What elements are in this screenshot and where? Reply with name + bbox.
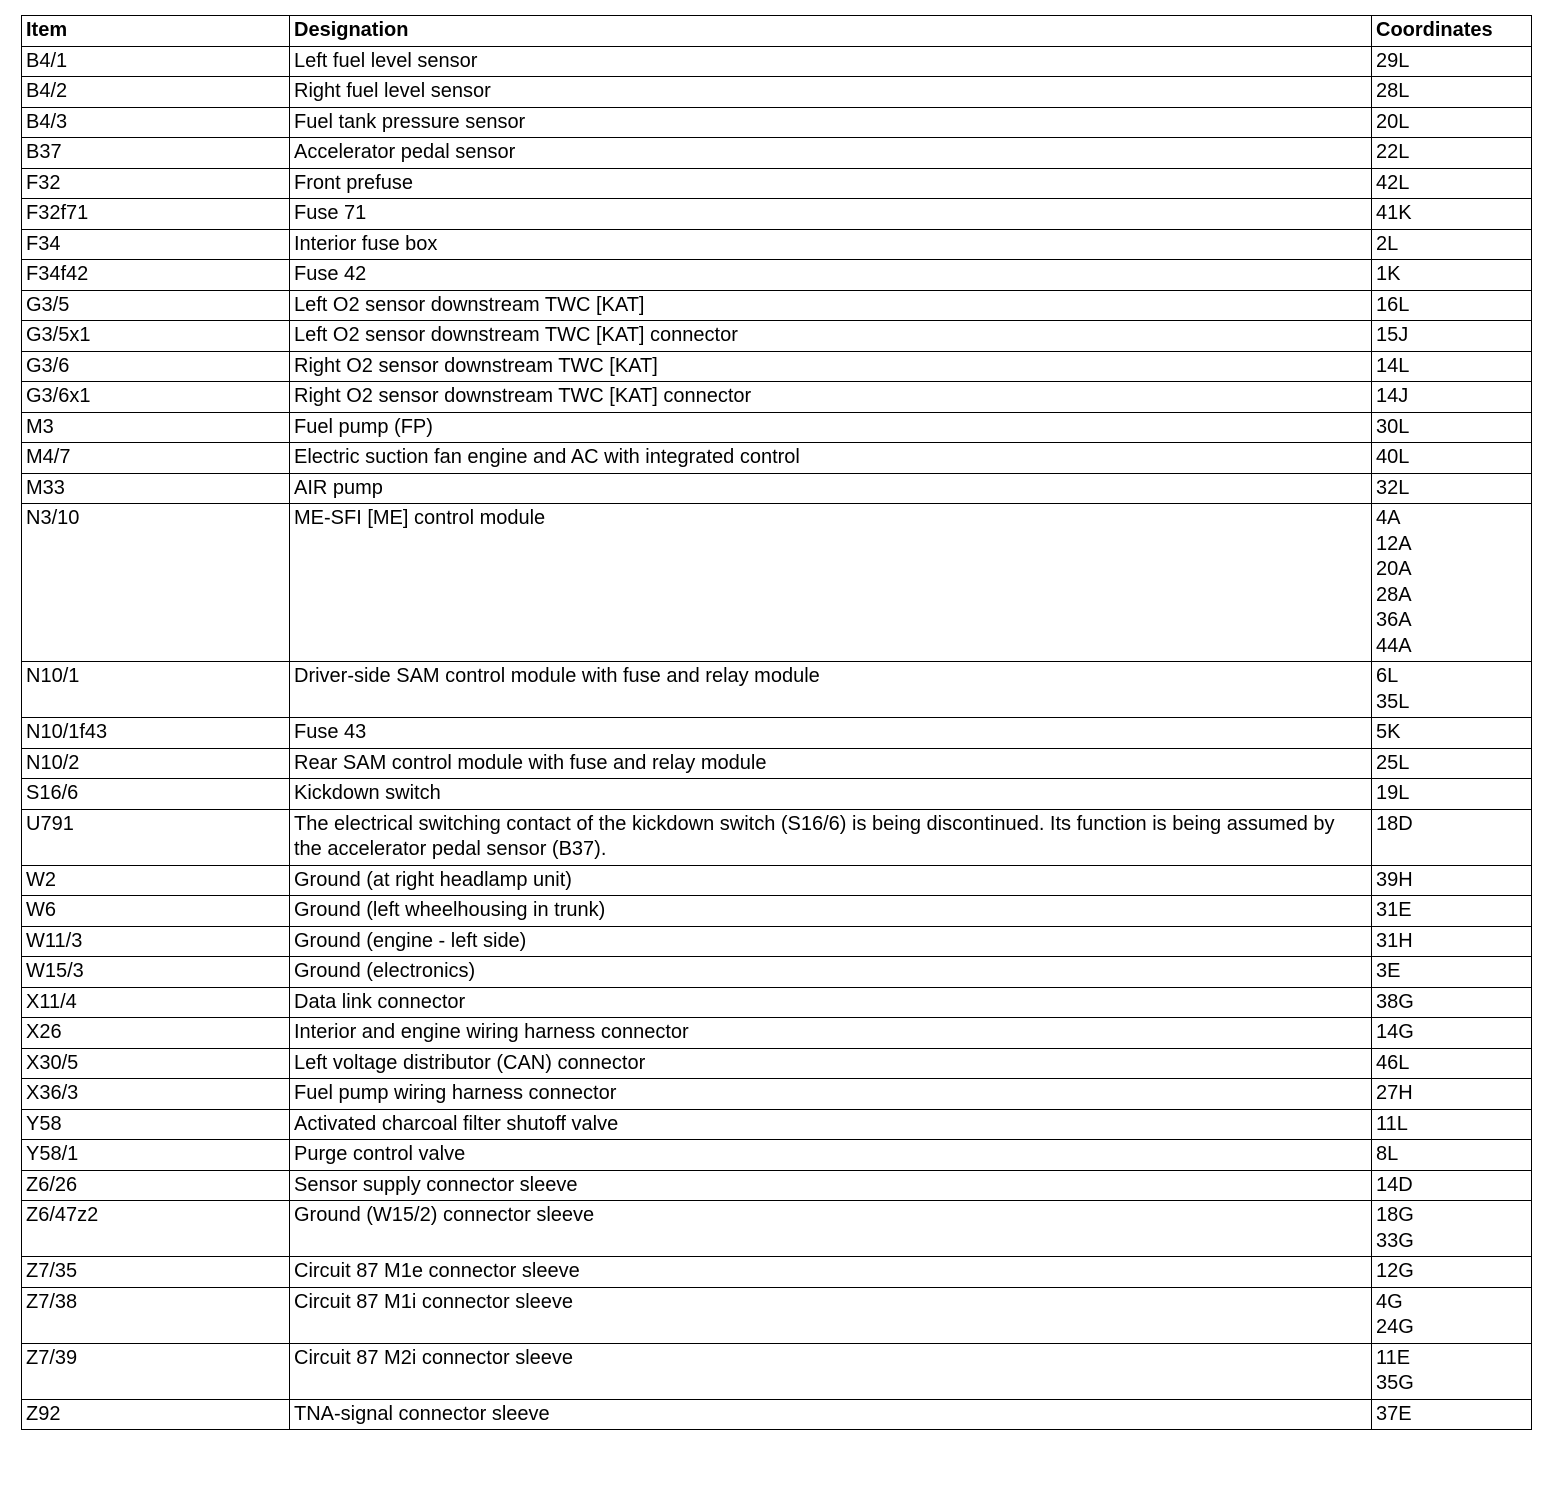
table-row: [22, 77, 1532, 108]
cell-designation: Activated charcoal filter shutoff valve: [290, 1109, 1372, 1140]
table-row: [22, 987, 1532, 1018]
cell-item: Y58: [22, 1109, 290, 1140]
coordinate-value: 16L: [1376, 293, 1410, 316]
component-legend-table: [21, 15, 1532, 1430]
cell-coordinates: [1372, 718, 1532, 749]
cell-designation: Ground (left wheelhousing in trunk): [290, 896, 1372, 927]
cell-coordinates: [1372, 138, 1532, 169]
cell-item: F32f71: [22, 199, 290, 230]
coordinate-value: 38G: [1376, 990, 1414, 1013]
cell-coordinates: [1372, 351, 1532, 382]
coordinate-value: 12A: [1376, 532, 1412, 555]
coordinate-value: 32L: [1376, 476, 1410, 499]
cell-coordinates: [1372, 865, 1532, 896]
coordinate-value: 33G: [1376, 1229, 1414, 1252]
cell-designation: Circuit 87 M2i connector sleeve: [290, 1343, 1372, 1399]
cell-designation: Kickdown switch: [290, 779, 1372, 810]
coordinate-value: 37E: [1376, 1402, 1412, 1425]
coordinate-value: 41K: [1376, 202, 1412, 224]
table-row: [22, 865, 1532, 896]
table-row: [22, 382, 1532, 413]
cell-item: N10/2: [22, 748, 290, 779]
table-row: [22, 46, 1532, 77]
table-row: [22, 199, 1532, 230]
cell-item: B4/2: [22, 77, 290, 108]
cell-coordinates: [1372, 779, 1532, 810]
cell-item: F34: [22, 229, 290, 260]
coordinate-value: 2L: [1376, 232, 1399, 255]
coordinate-value: 29L: [1376, 49, 1410, 72]
cell-coordinates: [1372, 260, 1532, 291]
cell-coordinates: [1372, 809, 1532, 865]
cell-item: M3: [22, 412, 290, 443]
coordinate-value: 19L: [1376, 782, 1410, 804]
table-row: [22, 926, 1532, 957]
cell-designation: Driver-side SAM control module with fuse and relay module: [290, 662, 1372, 718]
cell-designation: Electric suction fan engine and AC with integrated control: [290, 443, 1372, 474]
coordinate-value: 4G: [1376, 1290, 1403, 1313]
cell-item: N10/1f43: [22, 718, 290, 749]
table-row: [22, 1109, 1532, 1140]
cell-coordinates: [1372, 1399, 1532, 1430]
cell-coordinates: [1372, 1201, 1532, 1257]
cell-item: S16/6: [22, 779, 290, 810]
table-row: [22, 1048, 1532, 1079]
cell-coordinates: [1372, 168, 1532, 199]
table-row: [22, 473, 1532, 504]
table-row: [22, 107, 1532, 138]
cell-coordinates: [1372, 199, 1532, 230]
table-row: [22, 443, 1532, 474]
cell-item: X11/4: [22, 987, 290, 1018]
cell-designation: Ground (electronics): [290, 957, 1372, 988]
cell-item: Z6/47z2: [22, 1201, 290, 1257]
cell-item: W15/3: [22, 957, 290, 988]
cell-coordinates: [1372, 321, 1532, 352]
coordinate-value: 3E: [1376, 960, 1401, 982]
cell-item: X36/3: [22, 1079, 290, 1110]
coordinate-value: 4A: [1376, 507, 1401, 529]
cell-designation: Left voltage distributor (CAN) connector: [290, 1048, 1372, 1079]
table-row: [22, 1079, 1532, 1110]
table-row: [22, 1201, 1532, 1257]
cell-coordinates: [1372, 1140, 1532, 1171]
table-row: [22, 662, 1532, 718]
coordinate-value: 6L: [1376, 665, 1399, 687]
cell-item: M33: [22, 473, 290, 504]
cell-designation: Fuel pump (FP): [290, 412, 1372, 443]
coordinate-value: 14J: [1376, 385, 1409, 407]
table-row: [22, 718, 1532, 749]
cell-item: Z7/38: [22, 1287, 290, 1343]
table-body: [22, 46, 1532, 1430]
coordinate-value: 42L: [1376, 171, 1410, 194]
cell-item: W11/3: [22, 926, 290, 957]
cell-designation: Ground (W15/2) connector sleeve: [290, 1201, 1372, 1257]
cell-coordinates: [1372, 504, 1532, 662]
coordinate-value: 8L: [1376, 1143, 1399, 1165]
cell-coordinates: [1372, 1109, 1532, 1140]
header-item: Item: [22, 16, 290, 47]
coordinate-value: 28A: [1376, 583, 1412, 606]
cell-designation: Sensor supply connector sleeve: [290, 1170, 1372, 1201]
cell-designation: Accelerator pedal sensor: [290, 138, 1372, 169]
table-row: [22, 1399, 1532, 1430]
coordinate-value: 27H: [1376, 1082, 1413, 1104]
table-row: [22, 957, 1532, 988]
table-row: [22, 504, 1532, 662]
table-row: [22, 809, 1532, 865]
table-row: [22, 1018, 1532, 1049]
cell-coordinates: [1372, 1257, 1532, 1288]
table-row: [22, 1257, 1532, 1288]
cell-designation: Fuel tank pressure sensor: [290, 107, 1372, 138]
cell-designation: Right fuel level sensor: [290, 77, 1372, 108]
cell-coordinates: [1372, 896, 1532, 927]
table-row: [22, 351, 1532, 382]
cell-coordinates: [1372, 229, 1532, 260]
cell-designation: Right O2 sensor downstream TWC [KAT]: [290, 351, 1372, 382]
cell-item: X26: [22, 1018, 290, 1049]
cell-item: G3/5: [22, 290, 290, 321]
cell-item: W6: [22, 896, 290, 927]
cell-item: B37: [22, 138, 290, 169]
cell-designation: AIR pump: [290, 473, 1372, 504]
cell-item: Z92: [22, 1399, 290, 1430]
cell-item: U791: [22, 809, 290, 865]
cell-coordinates: [1372, 1170, 1532, 1201]
coordinate-value: 31E: [1376, 899, 1412, 921]
cell-coordinates: [1372, 1287, 1532, 1343]
cell-designation: Fuel pump wiring harness connector: [290, 1079, 1372, 1110]
cell-item: B4/3: [22, 107, 290, 138]
cell-designation: TNA-signal connector sleeve: [290, 1399, 1372, 1430]
table-row: [22, 748, 1532, 779]
cell-designation: Ground (at right headlamp unit): [290, 865, 1372, 896]
cell-coordinates: [1372, 77, 1532, 108]
cell-coordinates: [1372, 1048, 1532, 1079]
cell-item: F34f42: [22, 260, 290, 291]
coordinate-value: 40L: [1376, 446, 1410, 468]
cell-designation: Interior fuse box: [290, 229, 1372, 260]
cell-designation: Purge control valve: [290, 1140, 1372, 1171]
table-row: [22, 138, 1532, 169]
cell-coordinates: [1372, 473, 1532, 504]
cell-coordinates: [1372, 412, 1532, 443]
cell-coordinates: [1372, 1079, 1532, 1110]
coordinate-value: 11L: [1376, 1112, 1408, 1135]
coordinate-value: 46L: [1376, 1051, 1410, 1074]
cell-coordinates: [1372, 1343, 1532, 1399]
table-row: [22, 412, 1532, 443]
table-row: [22, 321, 1532, 352]
coordinate-value: 1K: [1376, 263, 1401, 285]
coordinate-value: 14D: [1376, 1173, 1413, 1196]
coordinate-value: 36A: [1376, 609, 1412, 631]
coordinate-value: 24G: [1376, 1316, 1414, 1338]
coordinate-value: 15J: [1376, 324, 1409, 346]
cell-coordinates: [1372, 107, 1532, 138]
cell-item: Z7/35: [22, 1257, 290, 1288]
cell-coordinates: [1372, 748, 1532, 779]
cell-coordinates: [1372, 46, 1532, 77]
coordinate-value: 18D: [1376, 812, 1413, 835]
cell-item: M4/7: [22, 443, 290, 474]
header-coordinates: Coordinates: [1372, 16, 1532, 47]
cell-designation: Circuit 87 M1e connector sleeve: [290, 1257, 1372, 1288]
cell-designation: Circuit 87 M1i connector sleeve: [290, 1287, 1372, 1343]
cell-designation: Left fuel level sensor: [290, 46, 1372, 77]
table-row: [22, 260, 1532, 291]
cell-designation: Fuse 43: [290, 718, 1372, 749]
cell-item: N10/1: [22, 662, 290, 718]
cell-coordinates: [1372, 443, 1532, 474]
coordinate-value: 14G: [1376, 1021, 1414, 1043]
cell-item: Y58/1: [22, 1140, 290, 1171]
cell-coordinates: [1372, 926, 1532, 957]
cell-designation: Fuse 71: [290, 199, 1372, 230]
coordinate-value: 18G: [1376, 1204, 1414, 1226]
cell-designation: Left O2 sensor downstream TWC [KAT]: [290, 290, 1372, 321]
cell-coordinates: [1372, 662, 1532, 718]
header-designation: Designation: [290, 16, 1372, 47]
cell-coordinates: [1372, 957, 1532, 988]
table-row: [22, 168, 1532, 199]
cell-designation: The electrical switching contact of the kickdown switch (S16/6) is being discontinued. Its function is being assumed by the accelerator pedal sensor (B37).: [290, 809, 1372, 865]
cell-coordinates: [1372, 290, 1532, 321]
table-row: [22, 1343, 1532, 1399]
cell-item: G3/5x1: [22, 321, 290, 352]
table-row: [22, 779, 1532, 810]
coordinate-value: 14L: [1376, 354, 1410, 377]
coordinate-value: 11E: [1376, 1346, 1411, 1369]
coordinate-value: 20L: [1376, 110, 1410, 133]
cell-designation: Fuse 42: [290, 260, 1372, 291]
cell-designation: Ground (engine - left side): [290, 926, 1372, 957]
cell-designation: Right O2 sensor downstream TWC [KAT] connector: [290, 382, 1372, 413]
table-row: [22, 1140, 1532, 1171]
cell-item: G3/6: [22, 351, 290, 382]
cell-item: X30/5: [22, 1048, 290, 1079]
coordinate-value: 20A: [1376, 558, 1412, 580]
coordinate-value: 31H: [1376, 929, 1413, 952]
cell-item: Z7/39: [22, 1343, 290, 1399]
cell-item: N3/10: [22, 504, 290, 662]
table-row: [22, 1287, 1532, 1343]
coordinate-value: 44A: [1376, 634, 1412, 657]
cell-designation: Interior and engine wiring harness connector: [290, 1018, 1372, 1049]
cell-item: Z6/26: [22, 1170, 290, 1201]
cell-coordinates: [1372, 987, 1532, 1018]
table-row: [22, 229, 1532, 260]
cell-designation: Left O2 sensor downstream TWC [KAT] connector: [290, 321, 1372, 352]
coordinate-value: 22L: [1376, 141, 1410, 163]
cell-item: W2: [22, 865, 290, 896]
cell-designation: Data link connector: [290, 987, 1372, 1018]
cell-item: F32: [22, 168, 290, 199]
cell-coordinates: [1372, 1018, 1532, 1049]
coordinate-value: 5K: [1376, 721, 1401, 743]
coordinate-value: 35G: [1376, 1372, 1414, 1394]
coordinate-value: 30L: [1376, 415, 1410, 438]
cell-designation: Front prefuse: [290, 168, 1372, 199]
cell-item: G3/6x1: [22, 382, 290, 413]
cell-coordinates: [1372, 382, 1532, 413]
cell-designation: ME-SFI [ME] control module: [290, 504, 1372, 662]
table-row: [22, 290, 1532, 321]
coordinate-value: 12G: [1376, 1260, 1414, 1282]
coordinate-value: 25L: [1376, 751, 1410, 774]
cell-item: B4/1: [22, 46, 290, 77]
table-row: [22, 1170, 1532, 1201]
cell-designation: Rear SAM control module with fuse and relay module: [290, 748, 1372, 779]
table-header-row: [22, 16, 1532, 47]
table-row: [22, 896, 1532, 927]
coordinate-value: 39H: [1376, 868, 1413, 891]
coordinate-value: 28L: [1376, 80, 1410, 102]
coordinate-value: 35L: [1376, 690, 1410, 713]
